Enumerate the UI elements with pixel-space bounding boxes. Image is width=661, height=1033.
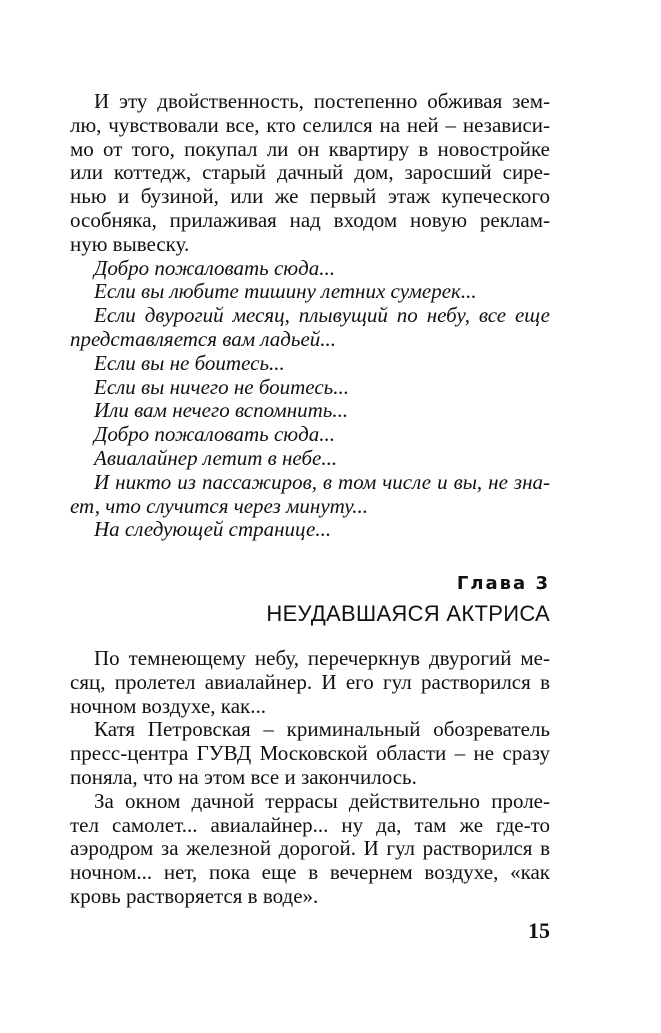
text-line: пресс-центра ГУВД Московской области – не сразу: [70, 741, 550, 766]
text-line: ночном воздухе, как...: [70, 693, 266, 718]
page-number: 15: [528, 918, 550, 943]
italic-line: Если вы любите тишину летних сумерек...: [94, 279, 477, 304]
text-line: нью и бузиной, или же первый этаж купеческого: [70, 184, 550, 209]
text-line: ную вывеску.: [70, 231, 190, 256]
italic-line: Добро пожаловать сюда...: [94, 255, 335, 280]
italic-line: Если вы ничего не боитесь...: [94, 374, 349, 399]
italic-line: Или вам нечего вспомнить...: [94, 398, 349, 423]
italic-line: И никто из пассажиров, в том числе и вы, не зна-: [94, 469, 550, 494]
chapter-body-text: [70, 647, 550, 909]
italic-line: представляется вам ладьей...: [70, 326, 337, 351]
italic-line: Если двурогий месяц, плывущий по небу, все еще: [94, 303, 550, 328]
text-line: или коттедж, старый дачный дом, заросший сире-: [70, 160, 550, 185]
italic-line: ет, что случится через минуту...: [70, 493, 369, 518]
italic-line: Если вы не боитесь...: [94, 350, 285, 375]
text-line: поняла, что на этом все и закончилось.: [70, 764, 417, 789]
text-line: ночном... нет, пока еще в вечернем воздухе, «как: [70, 860, 550, 885]
italic-line: Авиалайнер летит в небе...: [94, 445, 338, 470]
text-line: мо от того, покупал ли он квартиру в новостройке: [70, 136, 550, 161]
text-line: И эту двойственность, постепенно обживая зем-: [94, 89, 550, 113]
text-line: сяц, пролетел авиалайнер. И его гул растворился в: [70, 669, 550, 694]
text-line: аэродром за железной дорогой. И гул растворился в: [70, 836, 550, 861]
text-line: кровь растворяется в воде».: [70, 883, 319, 908]
text-line: лю, чувствовали все, кто селился на ней – независи-: [70, 112, 550, 137]
text-line: особняка, прилаживая над входом новую реклам-: [70, 207, 550, 232]
chapter-title: НЕУДАВШАЯСЯ АКТРИСА: [266, 601, 550, 626]
text-line: тел самолет... авиалайнер... ну да, там же где-то: [70, 812, 550, 837]
page-top-text: [70, 90, 550, 542]
text-line: За окном дачной террасы действительно проле-: [94, 788, 550, 813]
text-line: По темнеющему небу, перечеркнув двурогий ме-: [94, 646, 550, 670]
italic-line: На следующей странице...: [94, 517, 332, 542]
chapter-number: Глава 3: [456, 573, 550, 594]
italic-line: Добро пожаловать сюда...: [94, 422, 335, 447]
text-line: Катя Петровская – криминальный обозреватель: [94, 717, 550, 742]
